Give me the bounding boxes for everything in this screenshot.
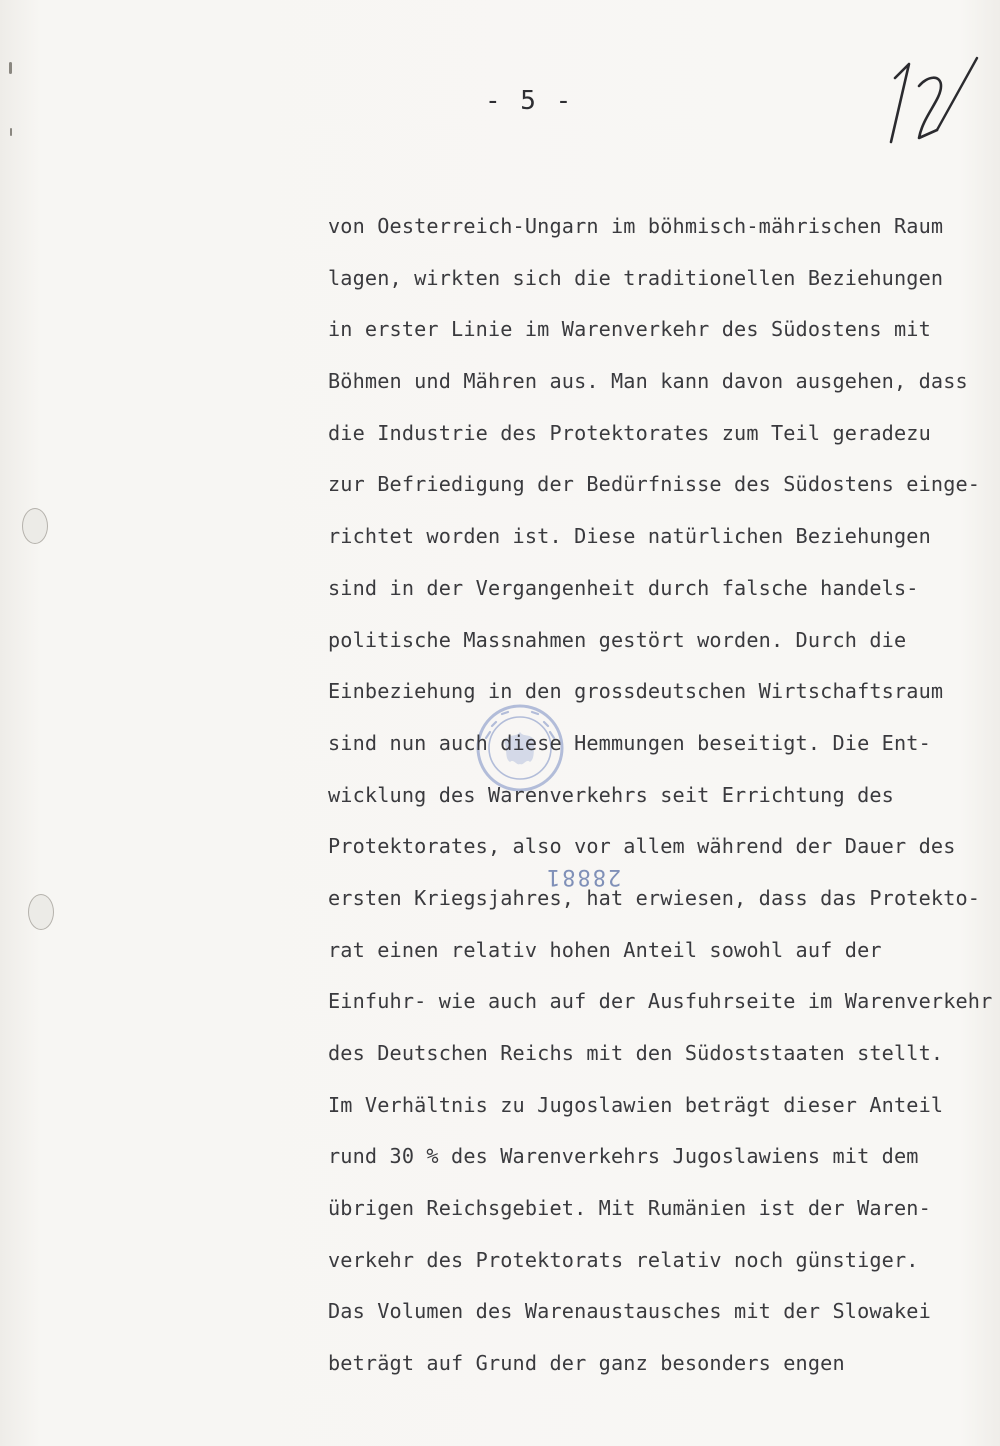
text-line: die Industrie des Protektorates zum Teil geradezu <box>328 420 931 445</box>
punch-hole <box>22 508 48 544</box>
text-line: übrigen Reichsgebiet. Mit Rumänien ist der Waren- <box>328 1196 931 1221</box>
text-line: Im Verhältnis zu Jugoslawien beträgt dieser Anteil <box>328 1092 944 1117</box>
punch-hole <box>28 894 54 930</box>
text-line: sind nun auch diese Hemmungen beseitigt. Die Ent- <box>328 730 931 755</box>
edge-mark <box>9 62 12 74</box>
text-line: politische Massnahmen gestört worden. Durch die <box>328 627 907 652</box>
text-line: Einbeziehung in den grossdeutschen Wirtschaftsraum <box>328 679 944 704</box>
text-line: in erster Linie im Warenverkehr des Südostens mit <box>328 317 931 342</box>
text-line: sind in der Vergangenheit durch falsche handels- <box>328 575 919 600</box>
text-line: lagen, wirkten sich die traditionellen Beziehungen <box>328 265 944 290</box>
text-line: Böhmen und Mähren aus. Man kann davon ausgehen, dass <box>328 369 968 394</box>
text-line: rat einen relativ hohen Anteil sowohl auf der <box>328 937 882 962</box>
page-number: - 5 - <box>485 86 574 116</box>
text-line: verkehr des Protektorats relativ noch günstiger. <box>328 1247 919 1272</box>
text-line: Das Volumen des Warenaustausches mit der Slowakei <box>328 1299 931 1324</box>
text-line: Protektorates, also vor allem während der Dauer des <box>328 834 956 859</box>
text-line: beträgt auf Grund der ganz besonders engen <box>328 1351 845 1376</box>
archive-number: 28881 <box>545 864 622 889</box>
handwritten-folio-number <box>875 50 985 145</box>
text-line: wicklung des Warenverkehrs seit Errichtung des <box>328 782 894 807</box>
typewritten-body <box>328 210 993 1399</box>
text-line: rund 30 % des Warenverkehrs Jugoslawiens mit dem <box>328 1144 919 1169</box>
text-line: Einfuhr- wie auch auf der Ausfuhrseite im Warenverkehr <box>328 989 993 1014</box>
text-line: ersten Kriegsjahres, hat erwiesen, dass das Protekto- <box>328 885 981 910</box>
text-line: von Oesterreich-Ungarn im böhmisch-mährischen Raum <box>328 214 944 238</box>
edge-mark <box>10 128 12 136</box>
text-line: zur Befriedigung der Bedürfnisse des Südostens einge- <box>328 472 981 497</box>
text-line: des Deutschen Reichs mit den Südoststaaten stellt. <box>328 1041 944 1065</box>
text-line: richtet worden ist. Diese natürlichen Beziehungen <box>328 524 931 549</box>
